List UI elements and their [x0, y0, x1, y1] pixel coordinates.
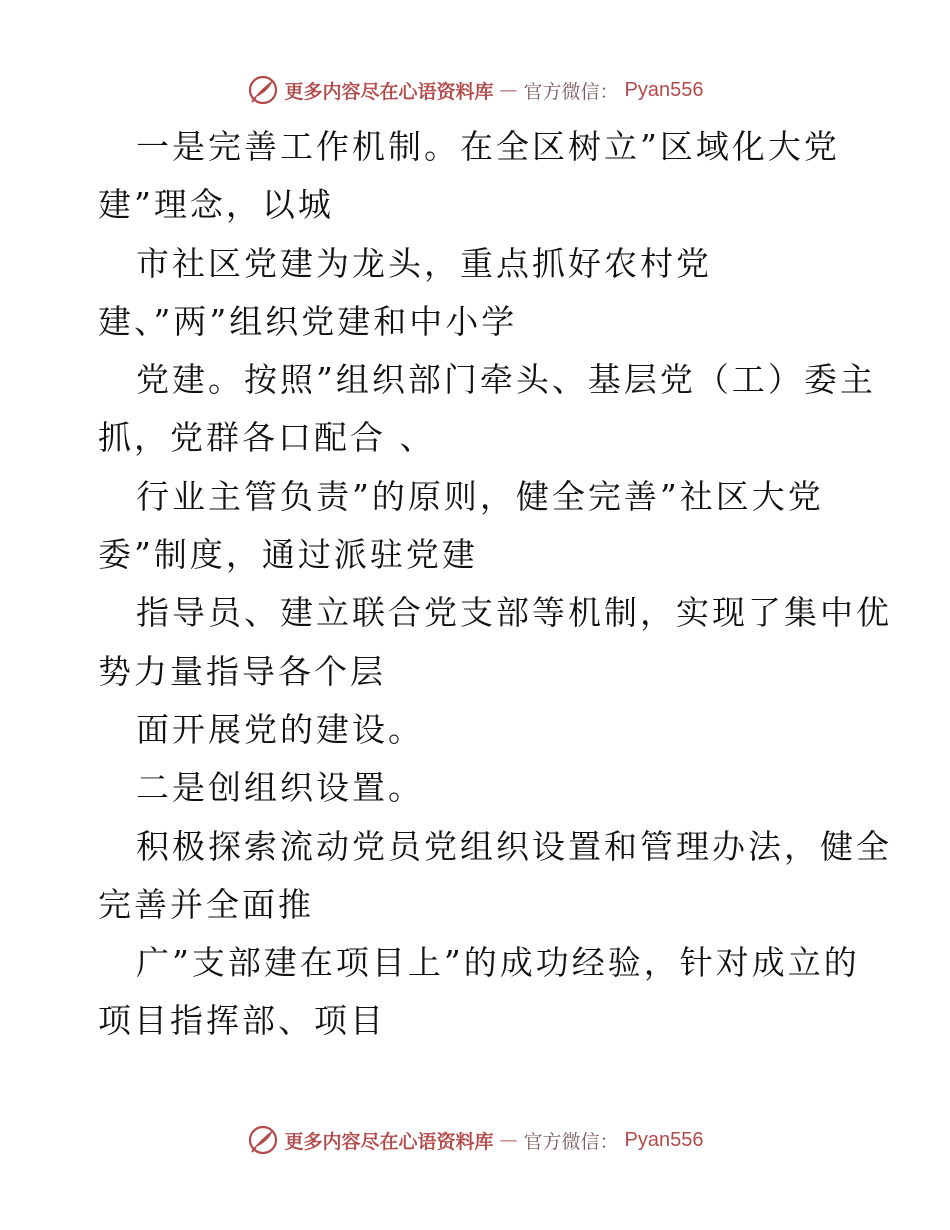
document-body [0, 118, 950, 1051]
body-line: 势力量指导各个层 [98, 651, 386, 691]
body-line: 指导员、建立联合党支部等机制，实现了集中优 [136, 593, 892, 633]
body-line: 建”理念，以城 [98, 185, 334, 225]
body-line: 完善并全面推 [98, 884, 314, 924]
body-line: 二是创组织设置。 [136, 768, 424, 808]
quill-pen-logo-icon [247, 1124, 279, 1156]
watermark-id: Pyan556 [624, 78, 704, 101]
watermark-id: Pyan556 [624, 1128, 704, 1151]
watermark-dash: — [499, 79, 518, 101]
watermark-dash: — [499, 1129, 518, 1151]
body-line: 行业主管负责”的原则，健全完善”社区大党 [136, 476, 824, 516]
body-line: 抓，党群各口配合 、 [98, 418, 436, 458]
body-line: 建、”两”组织党建和中小学 [98, 301, 518, 341]
body-line: 广”支部建在项目上”的成功经验，针对成立的 [136, 943, 860, 983]
body-line: 积极探索流动党员党组织设置和管理办法，健全 [136, 826, 892, 866]
watermark-label: 官方微信： [523, 1130, 619, 1153]
body-line: 一是完善工作机制。在全区树立”区域化大党 [136, 127, 840, 166]
body-line: 面开展党的建设。 [136, 709, 424, 749]
body-line: 项目指挥部、项目 [98, 1001, 386, 1041]
watermark-text: 更多内容尽在心语资料库 [284, 80, 494, 103]
watermark-label: 官方微信： [523, 80, 619, 103]
watermark-text: 更多内容尽在心语资料库 [284, 1130, 494, 1153]
body-line: 党建。按照”组织部门牵头、基层党（工）委主 [136, 360, 876, 400]
footer-watermark [0, 1120, 950, 1160]
body-line: 市社区党建为龙头，重点抓好农村党 [136, 243, 712, 283]
header-watermark [0, 70, 950, 110]
quill-pen-logo-icon [247, 74, 279, 106]
body-line: 委”制度，通过派驻党建 [98, 535, 478, 575]
